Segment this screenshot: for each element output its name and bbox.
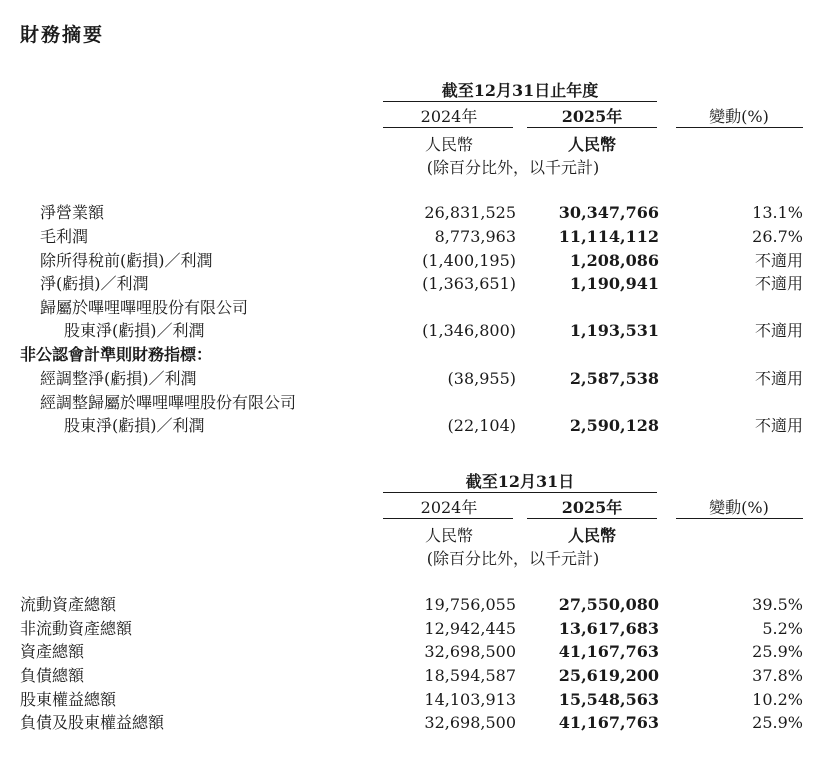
table-row-label-cont: 股東淨(虧損)／利潤 (64, 321, 205, 340)
table-cell-2024: 32,698,500 (424, 642, 516, 661)
table-cell-2025: 41,167,763 (558, 713, 659, 732)
table-row-label: 負債及股東權益總額 (20, 713, 165, 732)
col-2024-header-1: 2024年 (420, 107, 478, 126)
rule-period-1 (383, 101, 657, 102)
table-cell-change: 13.1% (752, 203, 803, 222)
table-row-label: 經調整淨(虧損)／利潤 (40, 369, 197, 388)
table-row-label: 負債總額 (20, 666, 85, 685)
table-cell-change: 不適用 (754, 274, 803, 293)
col-change-header-1: 變動(%) (709, 107, 769, 126)
table-cell-2025: 2,587,538 (569, 369, 659, 388)
table-cell-2025: 1,190,941 (569, 274, 659, 293)
table-cell-2025: 2,590,128 (569, 416, 659, 435)
table-cell-2025: 1,193,531 (569, 321, 659, 340)
table-cell-change: 不適用 (754, 416, 803, 435)
table-row-label: 經調整歸屬於嗶哩嗶哩股份有限公司 (40, 393, 297, 412)
unit-note-1: (除百分比外，以千元計) (426, 158, 600, 177)
unit-note-2: (除百分比外，以千元計) (426, 549, 600, 568)
table-cell-change: 不適用 (754, 369, 803, 388)
table-cell-2025: 13,617,683 (558, 619, 659, 638)
table-row-label: 淨(虧損)／利潤 (40, 274, 149, 293)
rule-period-2 (383, 492, 657, 493)
table-row-label: 流動資產總額 (20, 595, 117, 614)
table-cell-2024: 12,942,445 (424, 619, 516, 638)
table-cell-2024: (22,104) (447, 416, 516, 435)
table-cell-change: 10.2% (752, 690, 803, 709)
table-cell-2024: 19,756,055 (424, 595, 516, 614)
table-cell-change: 25.9% (752, 642, 803, 661)
table-cell-2024: (38,955) (447, 369, 516, 388)
period-header-2: 截至12月31日 (465, 472, 575, 491)
table-row-label-cont: 股東淨(虧損)／利潤 (64, 416, 205, 435)
table-cell-2025: 30,347,766 (558, 203, 659, 222)
currency-2024-1: 人民幣 (424, 135, 474, 154)
table-cell-2025: 1,208,086 (569, 251, 659, 270)
rule-2024-1 (383, 127, 513, 128)
table-cell-change: 26.7% (752, 227, 803, 246)
table-cell-2025: 11,114,112 (558, 227, 659, 246)
table-row-label: 股東權益總額 (20, 690, 117, 709)
table-cell-change: 39.5% (752, 595, 803, 614)
rule-2025-2 (527, 518, 657, 519)
period-header-1: 截至12月31日止年度 (441, 81, 599, 100)
table-row-label: 除所得稅前(虧損)／利潤 (40, 251, 213, 270)
table-cell-2024: 26,831,525 (424, 203, 516, 222)
table-cell-2024: 32,698,500 (424, 713, 516, 732)
table-cell-change: 不適用 (754, 251, 803, 270)
col-2025-header-1: 2025年 (561, 107, 623, 126)
table-cell-change: 37.8% (752, 666, 803, 685)
table-cell-2024: 18,594,587 (424, 666, 516, 685)
table-cell-2024: 8,773,963 (434, 227, 516, 246)
table-cell-2025: 15,548,563 (558, 690, 659, 709)
table-cell-2024: 14,103,913 (424, 690, 516, 709)
col-2024-header-2: 2024年 (420, 498, 478, 517)
table-cell-2025: 25,619,200 (558, 666, 659, 685)
table-cell-2024: (1,346,800) (422, 321, 516, 340)
currency-2025-2: 人民幣 (567, 526, 617, 545)
table-cell-2024: (1,363,651) (422, 274, 516, 293)
currency-2025-1: 人民幣 (567, 135, 617, 154)
section-label-non-gaap: 非公認會計準則財務指標： (20, 345, 213, 364)
table-cell-2025: 27,550,080 (558, 595, 659, 614)
table-cell-2025: 41,167,763 (558, 642, 659, 661)
currency-2024-2: 人民幣 (424, 526, 474, 545)
table-row-label: 淨營業額 (40, 203, 105, 222)
table-row-label: 毛利潤 (40, 227, 89, 246)
table-cell-change: 5.2% (762, 619, 803, 638)
table-row-label: 非流動資產總額 (20, 619, 133, 638)
table-cell-2024: (1,400,195) (422, 251, 516, 270)
table-cell-change: 25.9% (752, 713, 803, 732)
rule-2024-2 (383, 518, 513, 519)
table-row-label: 歸屬於嗶哩嗶哩股份有限公司 (40, 298, 249, 317)
table-cell-change: 不適用 (754, 321, 803, 340)
table-row-label: 資產總額 (20, 642, 85, 661)
rule-change-1 (676, 127, 803, 128)
page-title: 財務摘要 (20, 24, 105, 46)
rule-change-2 (676, 518, 803, 519)
col-2025-header-2: 2025年 (561, 498, 623, 517)
col-change-header-2: 變動(%) (709, 498, 769, 517)
rule-2025-1 (527, 127, 657, 128)
